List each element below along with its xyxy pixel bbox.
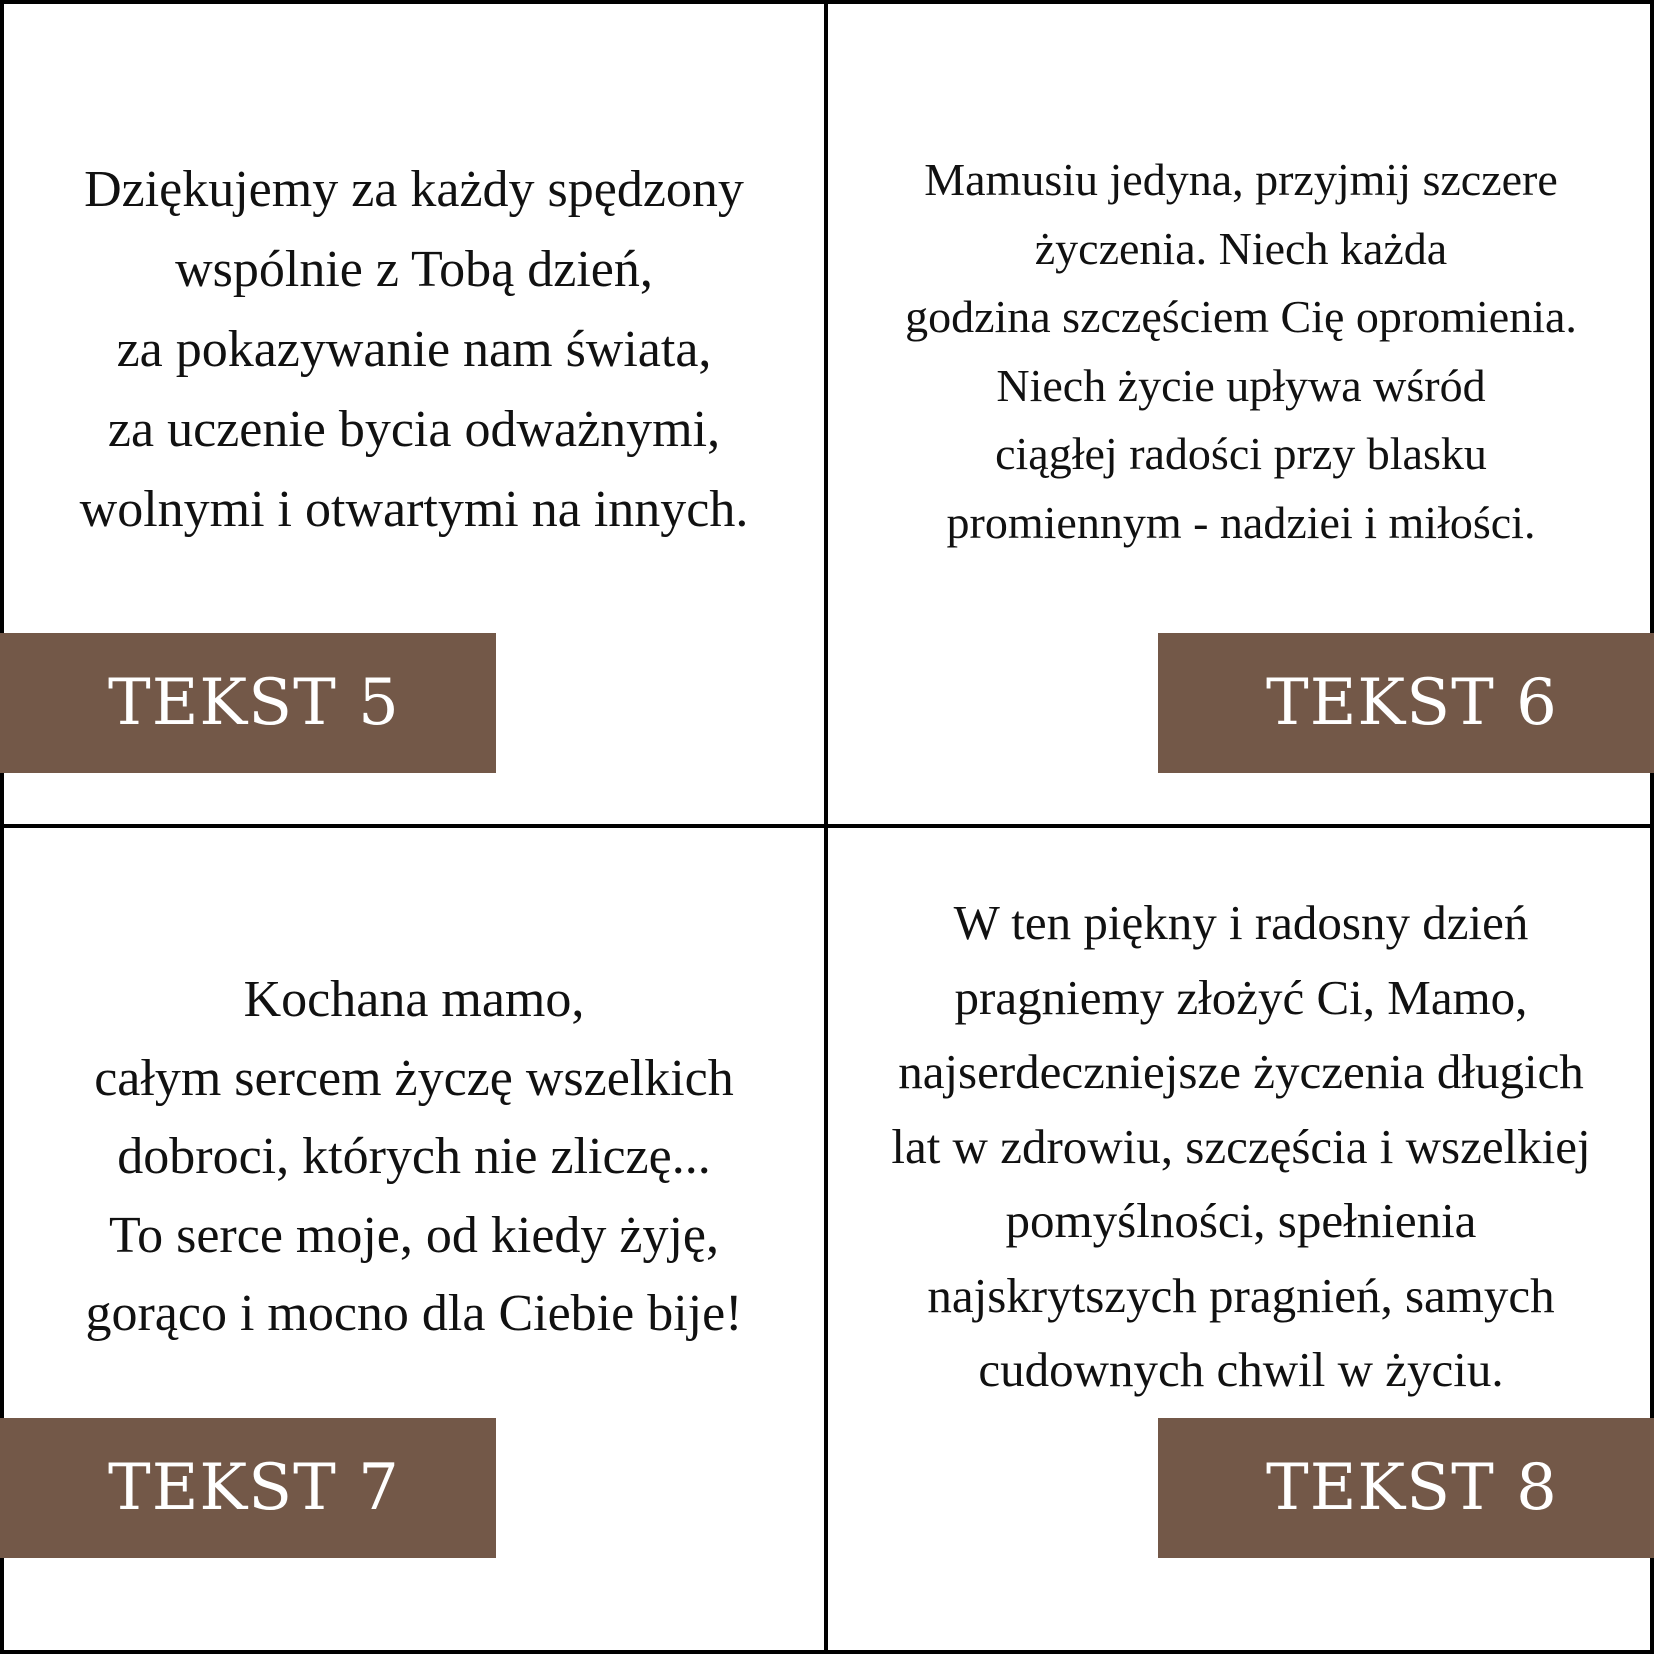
label-tekst-6: TEKST 6: [1158, 633, 1654, 773]
label-tekst-7: TEKST 7: [0, 1418, 496, 1558]
card-text-tekst-7: Kochana mamo, całym sercem życzę wszelkich dobroci, których nie zliczę... To serce moje, od kiedy żyję, gorąco i mocno dla Ciebie bije!: [85, 971, 743, 1342]
card-text-tekst-8: W ten piękny i radosny dzień pragniemy złożyć Ci, Mamo, najserdeczniejsze życzenia długich lat w zdrowiu, szczęścia i wszelkiej pomyślności, spełnienia najskrytszych pragnień, samych cudownych chwil w życiu.: [891, 895, 1591, 1397]
horizontal-divider: [0, 824, 1654, 828]
label-tekst-5: TEKST 5: [0, 633, 496, 773]
card-text-tekst-5: Dziękujemy za każdy spędzony wspólnie z Tobą dzień, za pokazywanie nam świata, za uczenie bycia odważnymi, wolnymi i otwartymi na innych.: [79, 161, 749, 538]
label-tekst-8: TEKST 8: [1158, 1418, 1654, 1558]
card-text-tekst-6: Mamusiu jedyna, przyjmij szczere życzenia. Niech każda godzina szczęściem Cię opromienia. Niech życie upływa wśród ciągłej radości przy blasku promiennym - nadziei i miłości.: [905, 154, 1577, 548]
